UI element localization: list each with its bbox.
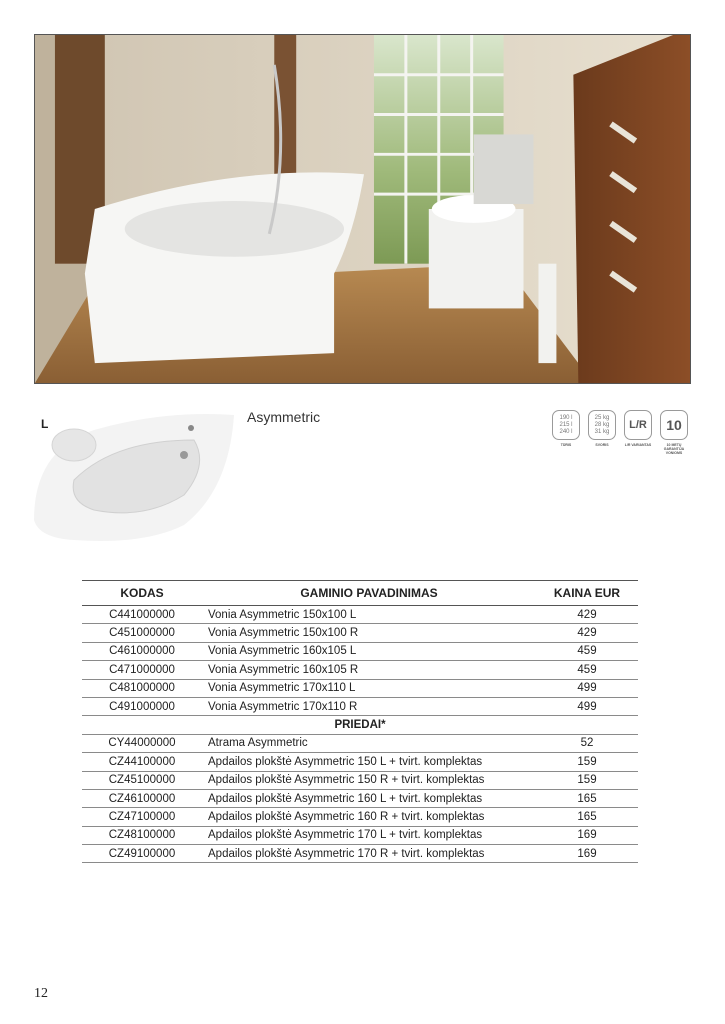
product-title: Asymmetric xyxy=(247,409,321,425)
section-label: PRIEDAI* xyxy=(82,716,638,734)
table-row: C491000000 Vonia Asymmetric 170x110 R 499 xyxy=(82,697,638,715)
header-code: KODAS xyxy=(82,581,202,606)
table-row: C441000000 Vonia Asymmetric 150x100 L 429 xyxy=(82,606,638,624)
volume-spec: 190 l 215 l 240 l TŪRIS xyxy=(551,410,581,455)
table-row: C461000000 Vonia Asymmetric 160x105 L 459 xyxy=(82,642,638,660)
volume-icon: 190 l 215 l 240 l xyxy=(552,410,580,440)
header-price: KAINA EUR xyxy=(536,581,638,606)
price-table xyxy=(82,580,638,863)
section-row xyxy=(82,716,638,734)
hero-bathroom-photo xyxy=(34,34,691,384)
spec-icons xyxy=(551,410,689,455)
header-name: GAMINIO PAVADINIMAS xyxy=(202,581,536,606)
table-header-row xyxy=(82,581,638,606)
table-row: CZ44100000 Apdailos plokštė Asymmetric 150 L + tvirt. komplektas 159 xyxy=(82,753,638,771)
variant-letter: L xyxy=(41,417,49,431)
warranty-spec: 10 10 METŲ GARANTIJA VONIOMS xyxy=(659,410,689,455)
table-row: C481000000 Vonia Asymmetric 170x110 L 499 xyxy=(82,679,638,697)
table-row: CZ49100000 Apdailos plokštė Asymmetric 170 R + tvirt. komplektas 169 xyxy=(82,845,638,863)
warranty-icon: 10 xyxy=(660,410,688,440)
lr-variant-icon: L/R xyxy=(624,410,652,440)
table-row: C471000000 Vonia Asymmetric 160x105 R 459 xyxy=(82,661,638,679)
weight-icon: 25 kg 28 kg 31 kg xyxy=(588,410,616,440)
table-row: CY44000000 Atrama Asymmetric 52 xyxy=(82,734,638,752)
weight-spec: 25 kg 28 kg 31 kg SVORIS xyxy=(587,410,617,455)
page-number: 12 xyxy=(34,986,48,1001)
table-row: CZ45100000 Apdailos plokštė Asymmetric 150 R + tvirt. komplektas 159 xyxy=(82,771,638,789)
table-row: CZ46100000 Apdailos plokštė Asymmetric 160 L + tvirt. komplektas 165 xyxy=(82,789,638,807)
table-row: C451000000 Vonia Asymmetric 150x100 R 429 xyxy=(82,624,638,642)
table-row: CZ48100000 Apdailos plokštė Asymmetric 170 L + tvirt. komplektas 169 xyxy=(82,826,638,844)
lr-variant-spec: L/R L/R VARIANTAS xyxy=(623,410,653,455)
bathtub-product-image xyxy=(34,410,234,545)
bathroom-illustration xyxy=(35,35,690,383)
table-row: CZ47100000 Apdailos plokštė Asymmetric 160 R + tvirt. komplektas 165 xyxy=(82,808,638,826)
